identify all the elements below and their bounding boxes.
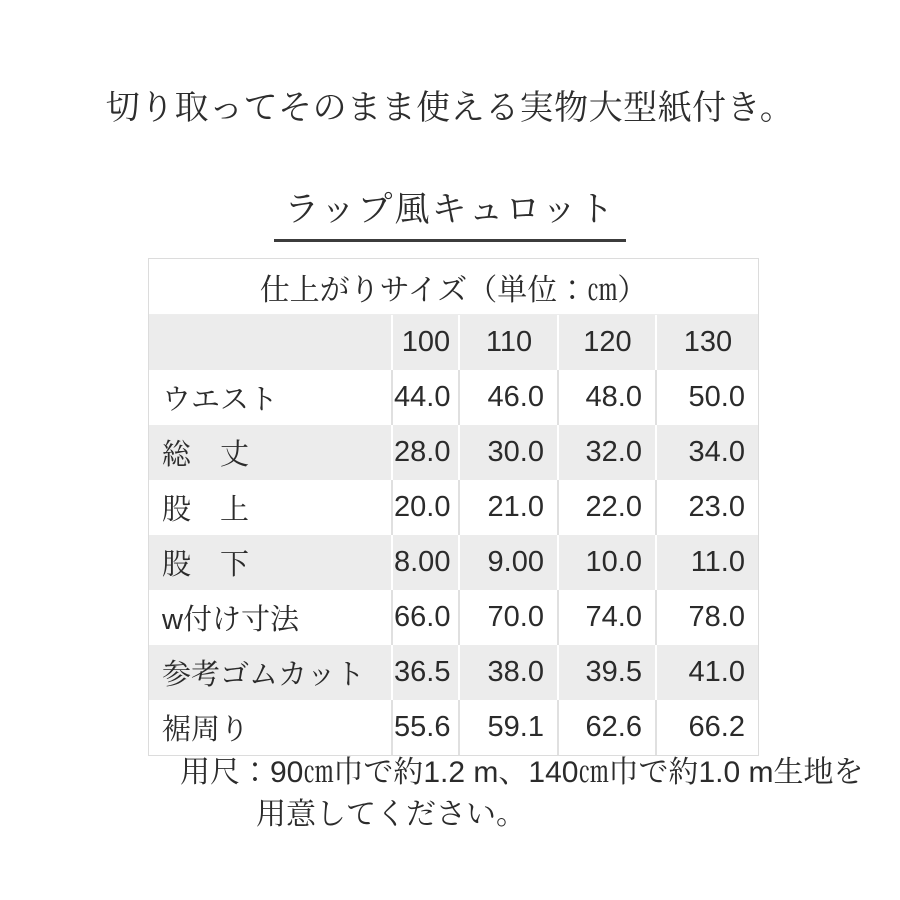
table-row-hem (149, 700, 758, 755)
row-label: 股 下 (149, 535, 391, 590)
table-row-elastic-cut (149, 645, 758, 700)
size-column-header-110: 110 (458, 315, 557, 370)
row-label: w付け寸法 (149, 590, 391, 645)
cell-value: 21.0 (458, 480, 557, 535)
table-row-waist (149, 370, 758, 425)
size-table (148, 258, 759, 756)
cell-value: 48.0 (557, 370, 655, 425)
row-label: 裾周り (149, 700, 391, 755)
cell-value: 66.2 (655, 700, 758, 755)
cell-value: 59.1 (458, 700, 557, 755)
size-header-row (149, 315, 758, 370)
cell-value: 70.0 (458, 590, 557, 645)
table-row-total-length (149, 425, 758, 480)
cell-value: 46.0 (458, 370, 557, 425)
table-row-waist-attach (149, 590, 758, 645)
cell-value: 20.0 (391, 480, 458, 535)
table-row-inseam (149, 535, 758, 590)
table-caption: 仕上がりサイズ（単位：㎝） (149, 259, 758, 315)
size-column-header-120: 120 (557, 315, 655, 370)
cell-value: 11.0 (655, 535, 758, 590)
cell-value: 39.5 (557, 645, 655, 700)
cell-value: 44.0 (391, 370, 458, 425)
page-title: ラップ風キュロット (274, 182, 626, 242)
cell-value: 34.0 (655, 425, 758, 480)
fabric-note-line2: 用意してください。 (256, 798, 526, 831)
cell-value: 78.0 (655, 590, 758, 645)
size-column-header-100: 100 (391, 315, 458, 370)
row-label: 参考ゴムカット (149, 645, 391, 700)
cell-value: 10.0 (557, 535, 655, 590)
size-header-empty-cell (149, 315, 391, 370)
row-label: 総 丈 (149, 425, 391, 480)
cell-value: 32.0 (557, 425, 655, 480)
cell-value: 8.00 (391, 535, 458, 590)
cell-value: 23.0 (655, 480, 758, 535)
cell-value: 66.0 (391, 590, 458, 645)
fabric-note (180, 752, 863, 836)
page-title-row (0, 182, 900, 242)
cell-value: 62.6 (557, 700, 655, 755)
cell-value: 36.5 (391, 645, 458, 700)
cell-value: 50.0 (655, 370, 758, 425)
fabric-note-line1: 用尺：90㎝巾で約1.2 m、140㎝巾で約1.0 m生地を (180, 756, 864, 789)
table-row-rise (149, 480, 758, 535)
cell-value: 74.0 (557, 590, 655, 645)
cell-value: 28.0 (391, 425, 458, 480)
cell-value: 9.00 (458, 535, 557, 590)
size-column-header-130: 130 (655, 315, 758, 370)
cell-value: 38.0 (458, 645, 557, 700)
table-caption-row (149, 259, 758, 315)
cell-value: 41.0 (655, 645, 758, 700)
cell-value: 55.6 (391, 700, 458, 755)
cell-value: 22.0 (557, 480, 655, 535)
cell-value: 30.0 (458, 425, 557, 480)
page-heading: 切り取ってそのまま使える実物大型紙付き。 (105, 89, 795, 127)
row-label: 股 上 (149, 480, 391, 535)
row-label: ウエスト (149, 370, 391, 425)
